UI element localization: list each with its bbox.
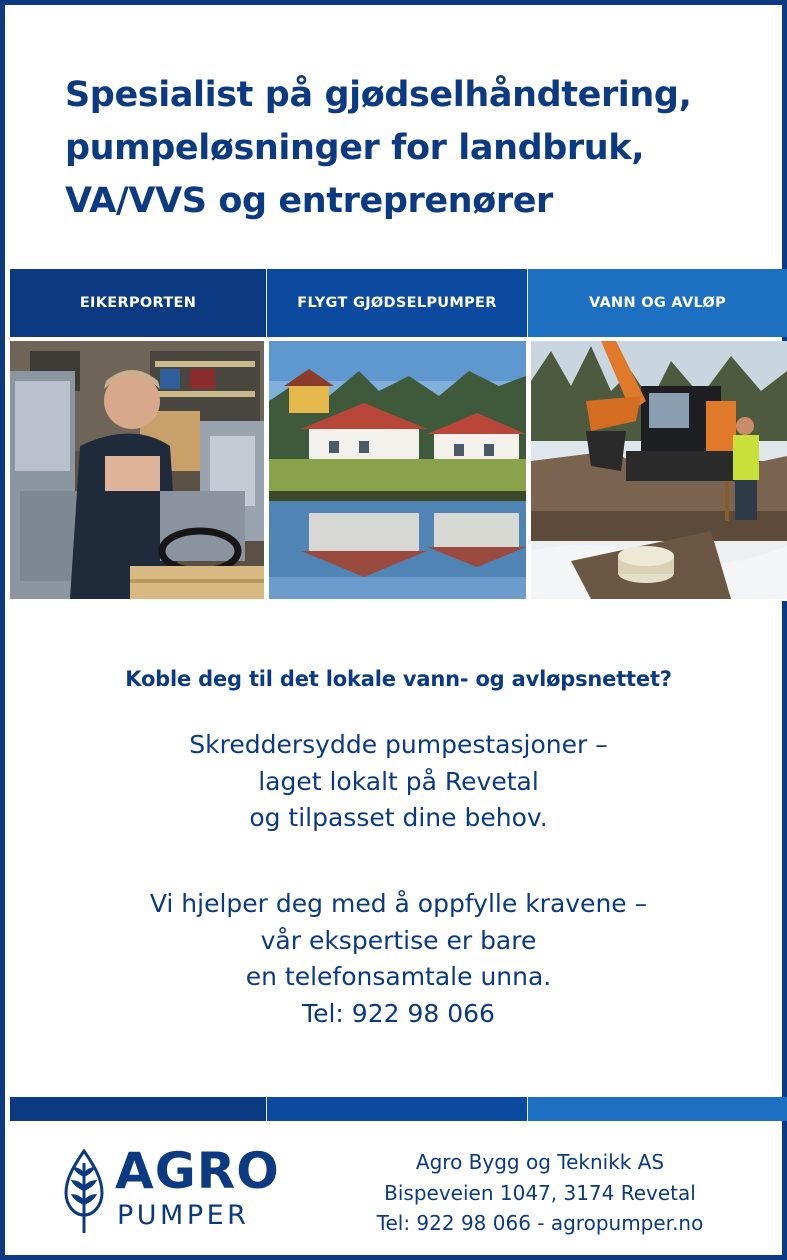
body2-line-2: vår ekspertise er bare: [260, 925, 537, 955]
headline: [65, 69, 765, 228]
agro-pumper-logo[interactable]: [63, 1142, 303, 1237]
photo-workshop-man-with-pump: [10, 341, 264, 599]
subheading: Koble deg til det lokale vann- og avløpsnettet?: [125, 667, 672, 691]
contact-address: Bispeveien 1047, 3174 Revetal: [384, 1180, 696, 1205]
headline-line-3: VA/VVS og entreprenører: [65, 181, 553, 221]
body2-line-3: en telefonsamtale unna.: [245, 962, 552, 991]
contact-company: Agro Bygg og Teknikk AS: [415, 1150, 665, 1174]
footer-color-bars: [10, 1097, 787, 1121]
body1-line-3: og tilpasset dine behov.: [249, 803, 548, 832]
headline-line-1: Spesialist på gjødselhåndtering,: [65, 75, 692, 115]
wheat-drop-icon: [63, 1149, 105, 1235]
body2-line-1: Vi hjelper deg med å oppfylle kravene –: [149, 889, 648, 918]
category-tabs: [10, 269, 787, 337]
headline-line-2: pumpeløsninger for landbruk,: [65, 128, 645, 168]
logo-pumper-text: PUMPER: [117, 1200, 250, 1231]
tab-flygt-gjodselpumper[interactable]: FLYGT GJØDSELPUMPER: [266, 269, 527, 337]
footer-bar-light: [527, 1097, 787, 1121]
photo-row: [10, 341, 787, 601]
footer-bar-dark: [10, 1097, 266, 1121]
body1-line-1: Skreddersydde pumpestasjoner –: [189, 730, 608, 759]
contact-phone-web[interactable]: Tel: 922 98 066 - agropumper.no: [376, 1211, 704, 1235]
tab-eikerporten[interactable]: EIKERPORTEN: [10, 269, 266, 337]
tab-vann-og-avlop[interactable]: VANN OG AVLØP: [527, 269, 787, 337]
photo-excavator-worker: [531, 341, 787, 599]
contact-block: [345, 1147, 735, 1239]
body1-line-2: laget lokalt på Revetal: [258, 766, 539, 796]
body-paragraph-1: [10, 727, 787, 837]
footer-bar-mid: [266, 1097, 527, 1121]
body2-phone[interactable]: Tel: 922 98 066: [302, 998, 495, 1028]
body-paragraph-2: [10, 886, 787, 1032]
photo-houses-by-pond: [269, 341, 526, 599]
logo-agro-text: AGRO: [115, 1142, 280, 1200]
